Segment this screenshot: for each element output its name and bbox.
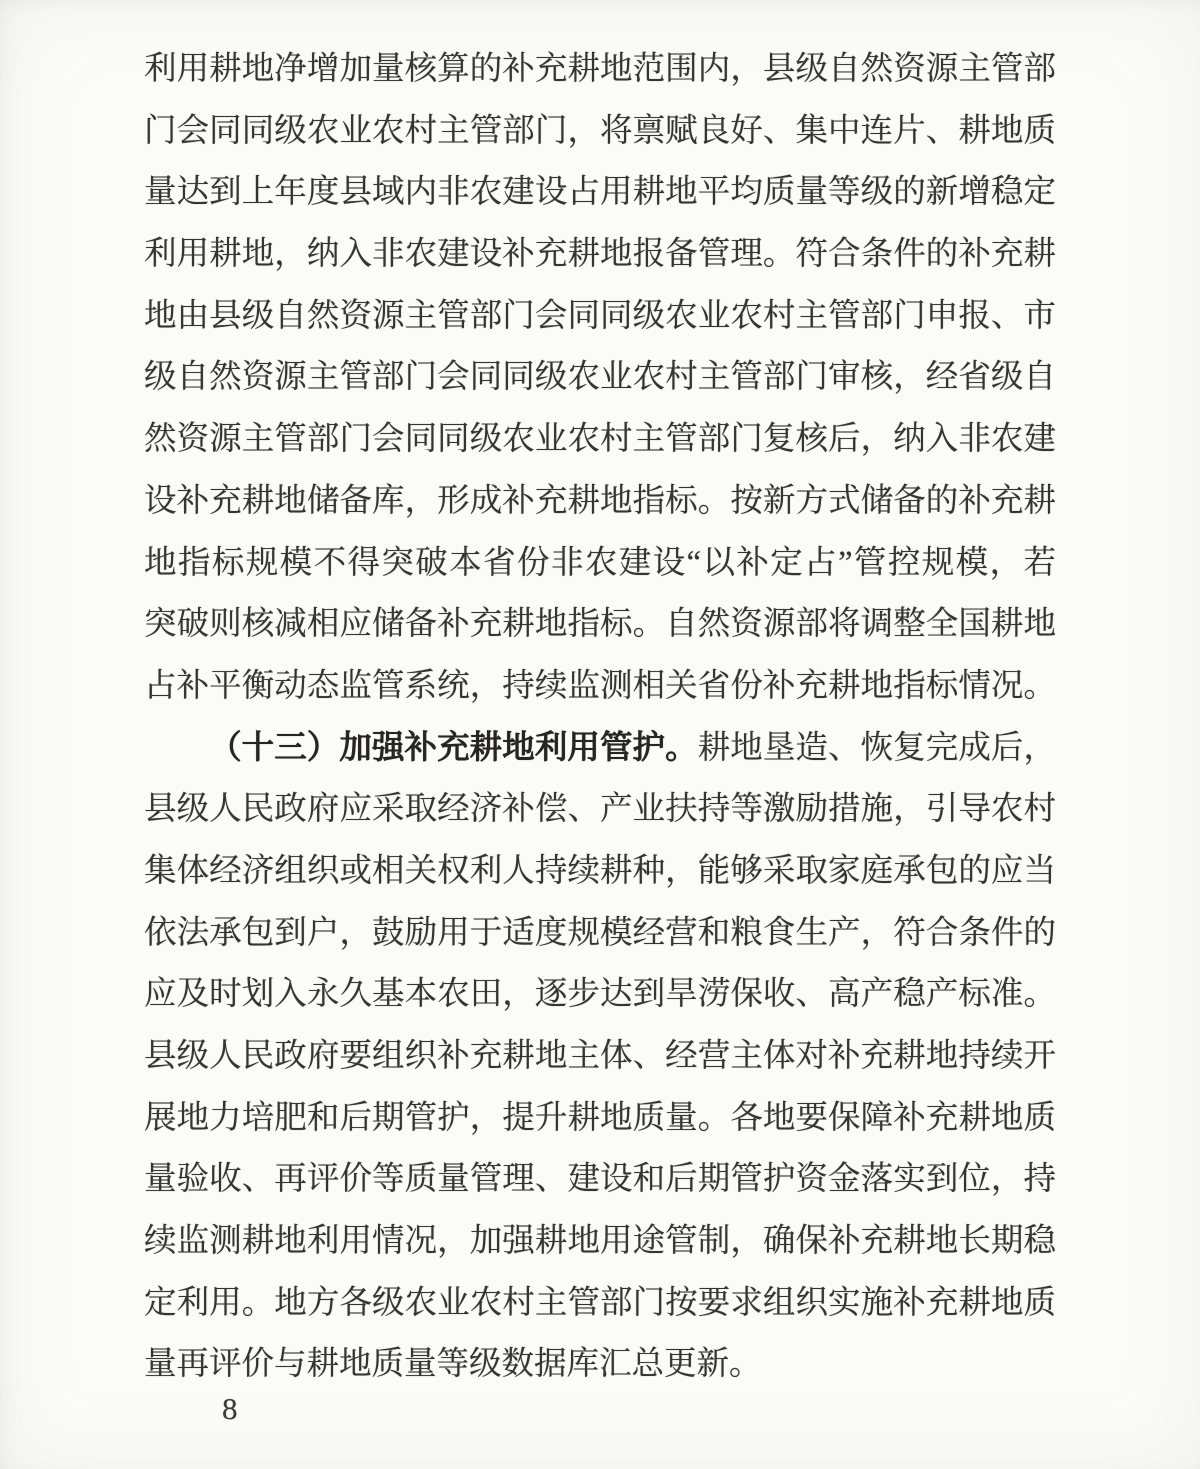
text-line: 量达到上年度县域内非农建设占用耕地平均质量等级的新增稳定 [144,174,1056,211]
text-line: 利用耕地净增加量核算的补充耕地范围内，县级自然资源主管部 [144,51,1056,87]
text-line: 地指标规模不得突破本省份非农建设“以补定占”管控规模，若 [144,544,1056,581]
text-line: 地由县级自然资源主管部门会同同级农业农村主管部门申报、市 [144,297,1056,334]
text-line: 应及时划入永久基本农田，逐步达到旱涝保收、高产稳产标准。 [144,976,1056,1013]
page-number: 8 [222,1391,238,1426]
text-line: 级自然资源主管部门会同同级农业农村主管部门审核，经省级自 [144,359,1056,396]
section-13-first-line [144,718,1056,780]
text-line: 利用耕地，纳入非农建设补充耕地报备管理。符合条件的补充耕 [144,236,1056,273]
text-line: 定利用。地方各级农业农村主管部门按要求组织实施补充耕地质 [144,1284,1056,1321]
section-13-heading: （十三）加强补充耕地利用管护。 [209,729,698,766]
text-line: 门会同同级农业农村主管部门，将禀赋良好、集中连片、耕地质 [144,112,1056,149]
text-line: 占补平衡动态监管系统，持续监测相关省份补充耕地指标情况。 [144,667,1056,704]
body-text [144,39,1056,1396]
text-line: 续监测耕地利用情况，加强耕地用途管制，确保补充耕地长期稳 [144,1223,1056,1260]
text-line: 量验收、再评价等质量管理、建设和后期管护资金落实到位，持 [144,1161,1056,1198]
text-line: 展地力培肥和后期管护，提升耕地质量。各地要保障补充耕地质 [144,1099,1056,1136]
text-line: 县级人民政府应采取经济补偿、产业扶持等激励措施，引导农村 [144,791,1056,828]
text-line: 突破则核减相应储备补充耕地指标。自然资源部将调整全国耕地 [144,606,1056,643]
text-line: 设补充耕地储备库，形成补充耕地指标。按新方式储备的补充耕 [144,482,1056,519]
text-line: 量再评价与耕地质量等级数据库汇总更新。 [144,1346,762,1383]
paragraph-indent [144,757,209,758]
text-line: 县级人民政府要组织补充耕地主体、经营主体对补充耕地持续开 [144,1038,1056,1074]
section-13-first-line-rest: 耕地垦造、恢复完成后， [697,729,1056,766]
text-line: 然资源主管部门会同同级农业农村主管部门复核后，纳入非农建 [144,421,1056,458]
text-line: 依法承包到户，鼓励用于适度规模经营和粮食生产，符合条件的 [144,914,1056,951]
text-line: 集体经济组织或相关权利人持续耕种，能够采取家庭承包的应当 [144,852,1056,889]
